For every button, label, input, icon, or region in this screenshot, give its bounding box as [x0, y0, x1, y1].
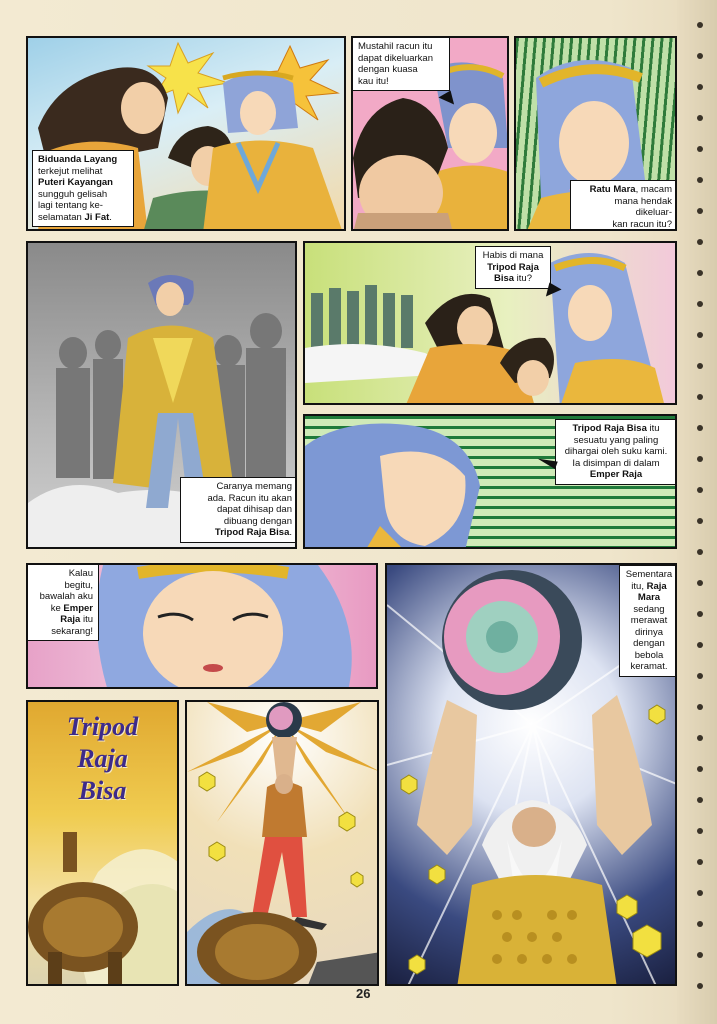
binding-hole	[697, 146, 703, 152]
speech-name: Tripod Raja Bisa	[572, 423, 647, 434]
spiral-binding	[677, 0, 717, 1024]
panel-10-art	[187, 702, 379, 986]
speech-line: itu	[80, 614, 93, 625]
binding-hole	[697, 921, 703, 927]
speech-name: Emper Raja	[589, 469, 643, 480]
caption-line: dirinya	[635, 626, 663, 638]
panel-4	[303, 241, 677, 405]
tripod-title-line: Raja	[77, 744, 128, 773]
binding-hole	[697, 456, 703, 462]
caption-name: Ji Fat	[84, 211, 110, 223]
page-number: 26	[356, 986, 371, 1001]
panel-7-speech-bubble	[27, 564, 99, 641]
speech-line: kan racun itu?	[612, 218, 672, 230]
caption-line: lagi tentang ke-	[38, 200, 103, 211]
binding-hole	[697, 735, 703, 741]
panel-4-speech-bubble	[475, 246, 551, 289]
binding-hole	[697, 952, 703, 958]
binding-hole	[697, 425, 703, 431]
speech-name: Tripod Raja Bisa	[214, 527, 290, 538]
caption-line: Biduanda Layang	[38, 154, 118, 165]
binding-hole	[697, 611, 703, 617]
speech-line: bawalah aku	[39, 591, 93, 602]
binding-hole	[697, 673, 703, 679]
panel-1	[26, 36, 346, 231]
speech-line: kau itu!	[358, 75, 389, 87]
binding-hole	[697, 890, 703, 896]
binding-hole	[697, 859, 703, 865]
speech-name: Bisa	[493, 273, 515, 284]
binding-hole	[697, 239, 703, 245]
caption-line: bebola	[634, 649, 664, 661]
panel-9-art	[28, 702, 179, 986]
panel-8	[385, 563, 677, 986]
panel-7	[26, 563, 378, 689]
panel-2	[351, 36, 509, 231]
binding-hole	[697, 270, 703, 276]
speech-line: dibuang dengan	[223, 515, 292, 527]
binding-hole	[697, 983, 703, 989]
binding-hole	[697, 22, 703, 28]
binding-hole	[697, 394, 703, 400]
panel-10	[185, 700, 379, 986]
caption-name: Raja	[646, 580, 667, 592]
caption-name: Mara	[637, 592, 661, 603]
binding-hole	[697, 208, 703, 214]
speech-line: Caranya memang	[216, 481, 292, 492]
speech-name: Emper	[63, 602, 93, 614]
binding-hole	[697, 518, 703, 524]
speech-line: itu	[646, 423, 660, 434]
panel-5	[26, 241, 297, 549]
panel-8-caption	[619, 565, 677, 677]
panel-3	[514, 36, 677, 231]
panel-2-speech-bubble	[352, 37, 450, 91]
caption-line: dengan	[633, 638, 665, 649]
binding-hole	[697, 177, 703, 183]
speech-line: Ia disimpan di dalam	[572, 457, 660, 469]
binding-hole	[697, 363, 703, 369]
binding-hole	[697, 642, 703, 648]
speech-name: Tripod Raja	[487, 261, 539, 273]
speech-line: itu?	[514, 273, 533, 284]
speech-line: ke	[50, 602, 64, 614]
speech-line: mana hendak dikeluar-	[614, 195, 672, 218]
speech-name: Raja	[60, 614, 81, 625]
binding-hole	[697, 549, 703, 555]
binding-hole	[697, 84, 703, 90]
caption-line: keramat.	[630, 661, 668, 672]
panel-1-caption	[32, 150, 134, 227]
caption-line: sungguh gelisah	[38, 188, 108, 200]
speech-line: ada. Racun itu akan	[207, 492, 292, 504]
caption-line: merawat	[630, 615, 668, 626]
caption-line: sedang	[633, 603, 665, 615]
tripod-title-line: Bisa	[78, 776, 127, 805]
panel-3-speech-bubble	[570, 180, 677, 231]
binding-hole	[697, 828, 703, 834]
speech-line: Mustahil racun itu	[358, 41, 433, 52]
binding-hole	[697, 301, 703, 307]
caption-line: Puteri Kayangan	[38, 177, 113, 188]
speech-line: dapat dikeluarkan	[358, 52, 433, 64]
speech-line: dengan kuasa	[358, 64, 418, 75]
binding-hole	[697, 766, 703, 772]
speech-line: Habis di mana	[482, 250, 544, 261]
speech-line: , macam	[635, 184, 672, 195]
tripod-title-line: Tripod	[66, 712, 139, 741]
caption-line: itu,	[631, 580, 647, 592]
caption-line: .	[109, 211, 112, 223]
speech-line: dihargai oleh suku kami.	[564, 446, 668, 457]
binding-hole	[697, 332, 703, 338]
binding-hole	[697, 797, 703, 803]
binding-hole	[697, 487, 703, 493]
speech-line: dapat dihisap dan	[216, 504, 292, 515]
panel-9	[26, 700, 179, 986]
panel-6-speech-bubble	[555, 419, 677, 485]
caption-line: selamatan	[38, 211, 85, 223]
speech-line: Kalau	[68, 568, 93, 579]
speech-line: .	[289, 527, 292, 538]
panel-5-speech-bubble	[180, 477, 297, 543]
caption-line: terkejut melihat	[38, 165, 103, 177]
binding-hole	[697, 704, 703, 710]
binding-hole	[697, 115, 703, 121]
panel-6	[303, 414, 677, 549]
caption-line: Sementara	[625, 569, 673, 580]
speech-line: begitu,	[64, 579, 93, 591]
speech-line: sekarang!	[51, 625, 93, 637]
binding-hole	[697, 580, 703, 586]
speech-name: Ratu Mara	[589, 184, 636, 195]
speech-line: sesuatu yang paling	[573, 434, 659, 446]
binding-hole	[697, 53, 703, 59]
